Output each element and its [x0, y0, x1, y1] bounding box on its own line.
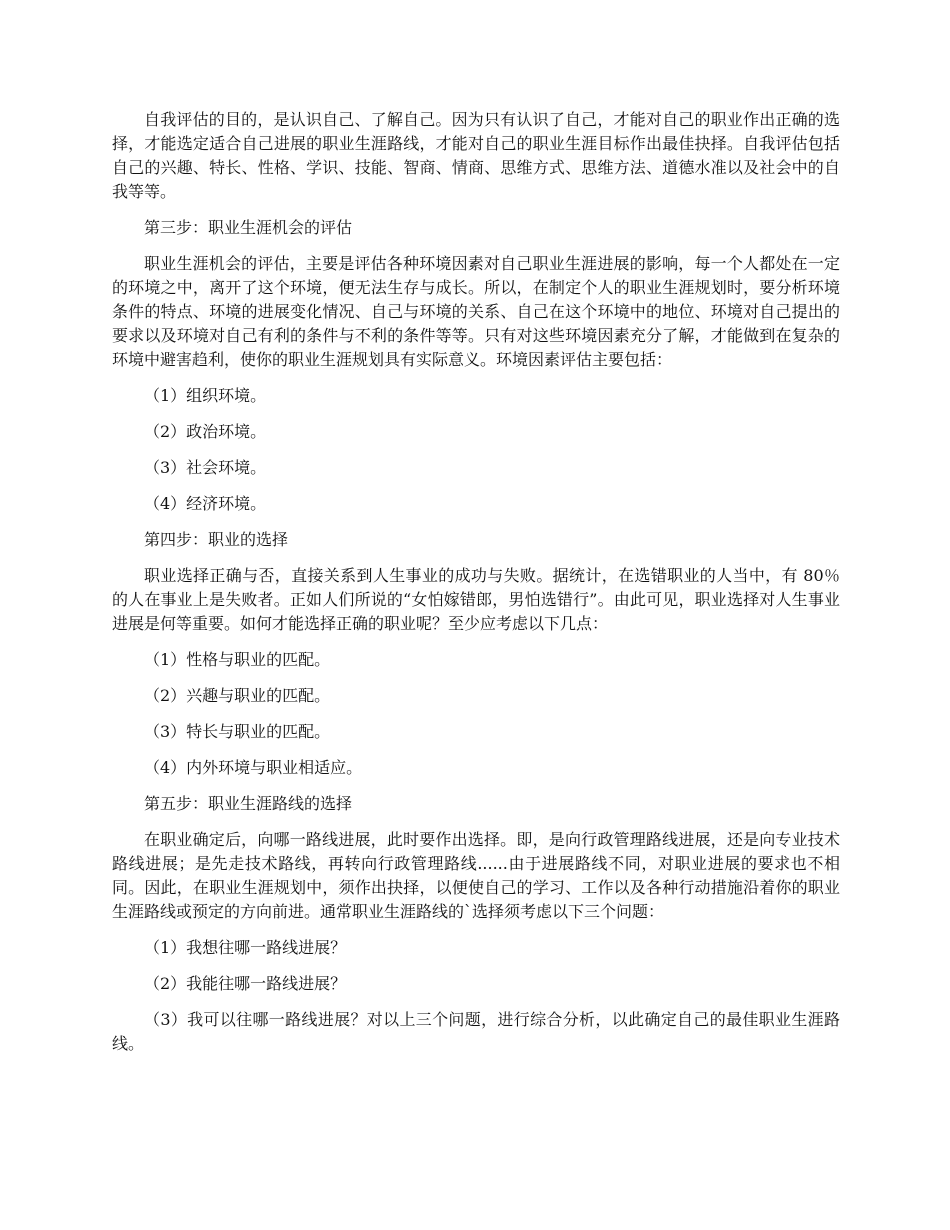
list-item-route-2: （2）我能往哪一路线进展？ [144, 974, 347, 993]
heading-step-3: 第三步：职业生涯机会的评估 [144, 218, 353, 237]
document-page [112, 108, 840, 1068]
paragraph-route-choice: 在职业确定后，向哪一路线进展，此时要作出选择。即，是向行政管理路线进展，还是向专业技术路线进展；是先走技术路线，再转向行政管理路线......由于进展路线不同，对职业进展的要求也不相同。因此，在职业生涯规划中，须作出抉择，以便使自己的学习、工作以及各种行动措施沿着你的职业生涯路线或预定的方向前进。通常职业生涯路线的`选择须考虑以下三个问题： [112, 830, 840, 921]
list-item-route-1: （1）我想往哪一路线进展？ [144, 938, 347, 957]
list-item-choice-4: （4）内外环境与职业相适应。 [144, 758, 363, 777]
list-item-route-3: （3）我可以往哪一路线进展？对以上三个问题，进行综合分析，以此确定自己的最佳职业生涯路线。 [112, 1010, 840, 1053]
heading-step-5: 第五步：职业生涯路线的选择 [144, 794, 353, 813]
list-item-env-1: （1）组织环境。 [144, 386, 267, 405]
list-item-choice-3: （3）特长与职业的匹配。 [144, 722, 331, 741]
list-item-choice-2: （2）兴趣与职业的匹配。 [144, 686, 331, 705]
list-item-env-3: （3）社会环境。 [144, 458, 267, 477]
list-item-env-4: （4）经济环境。 [144, 494, 267, 513]
heading-step-4: 第四步：职业的选择 [144, 530, 289, 549]
paragraph-opportunity-assessment: 职业生涯机会的评估，主要是评估各种环境因素对自己职业生涯进展的影响，每一个人都处在一定的环境之中，离开了这个环境，便无法生存与成长。所以，在制定个人的职业生涯规划时，要分析环境条件的特点、环境的进展变化情况、自己与环境的关系、自己在这个环境中的地位、环境对自己提出的要求以及环境对自己有利的条件与不利的条件等等。只有对这些环境因素充分了解，才能做到在复杂的环境中避害趋利，使你的职业生涯规划具有实际意义。环境因素评估主要包括： [112, 254, 840, 369]
paragraph-self-assessment: 自我评估的目的，是认识自己、了解自己。因为只有认识了自己，才能对自己的职业作出正确的选择，才能选定适合自己进展的职业生涯路线，才能对自己的职业生涯目标作出最佳抉择。自我评估包括自己的兴趣、特长、性格、学识、技能、智商、情商、思维方式、思维方法、道德水准以及社会中的自我等等。 [112, 110, 840, 201]
list-item-choice-1: （1）性格与职业的匹配。 [144, 650, 331, 669]
list-item-env-2: （2）政治环境。 [144, 422, 267, 441]
paragraph-career-choice: 职业选择正确与否，直接关系到人生事业的成功与失败。据统计，在选错职业的人当中，有 80％的人在事业上是失败者。正如人们所说的“女怕嫁错郎，男怕选错行”。由此可见，职业选择对人生事业进展是何等重要。如何才能选择正确的职业呢？至少应考虑以下几点： [112, 566, 840, 633]
